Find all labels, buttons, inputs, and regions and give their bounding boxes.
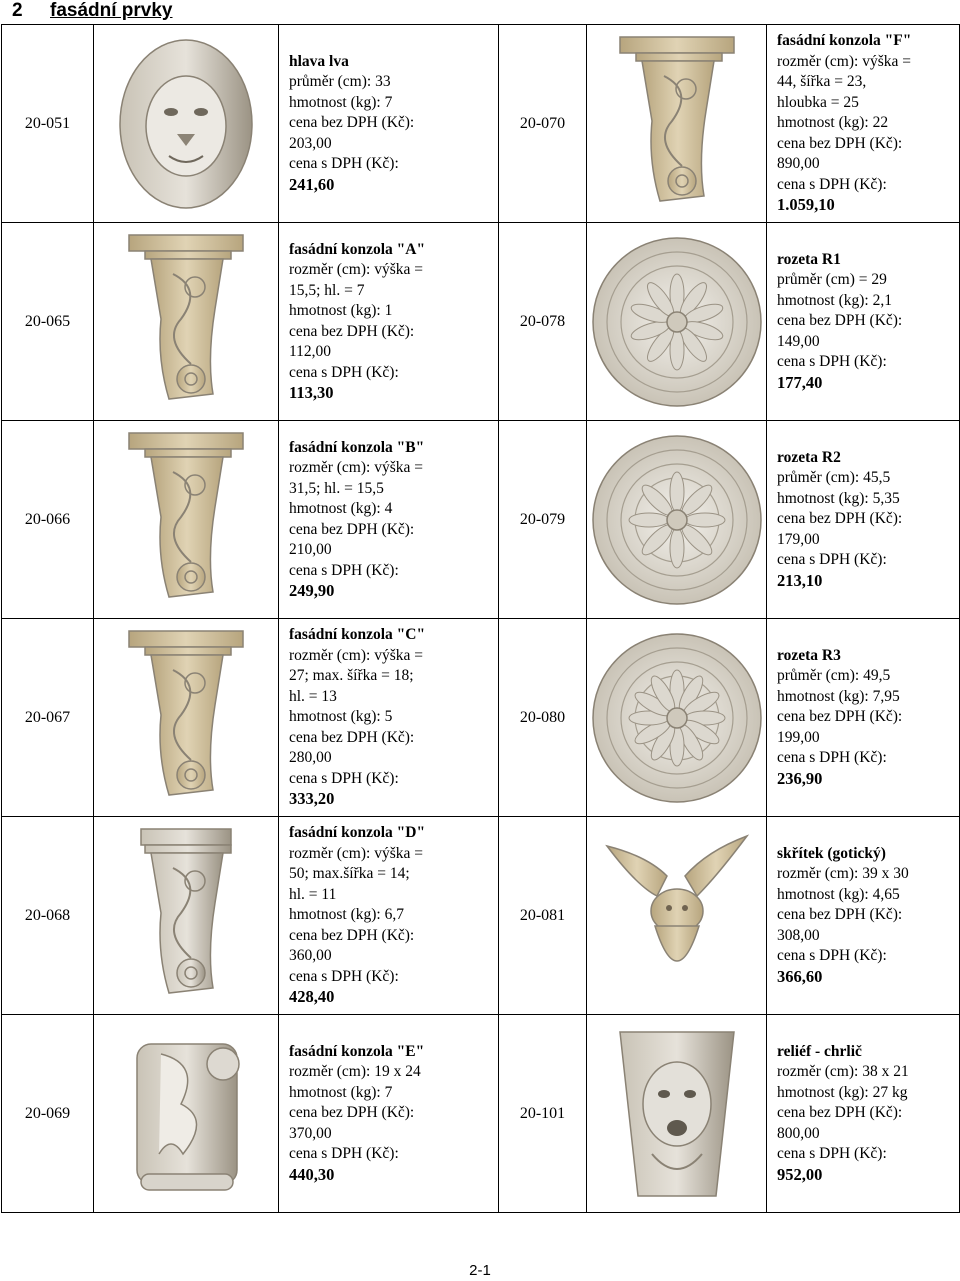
product-detail-line: rozměr (cm): výška = [289, 459, 423, 476]
product-code: 20-078 [499, 223, 587, 421]
price-with-vat: 236,90 [777, 768, 823, 788]
product-name: fasádní konzola "A" [289, 240, 426, 258]
product-detail-line: cena s DPH (Kč): [777, 353, 887, 371]
product-code: 20-081 [499, 817, 587, 1015]
product-code: 20-051 [2, 25, 94, 223]
product-detail-line: rozměr (cm): 19 x 24 [289, 1063, 421, 1081]
product-detail-line: průměr (cm): 49,5 [777, 667, 891, 685]
product-description [767, 421, 960, 619]
price-with-vat: 1.059,10 [777, 195, 835, 215]
product-detail-line: hl. = 11 [289, 885, 337, 903]
product-detail-line: cena bez DPH (Kč): [289, 520, 415, 538]
lion-head-icon [94, 25, 279, 223]
product-detail-line: cena bez DPH (Kč): [289, 322, 415, 340]
product-detail-line: hmotnost (kg): 5 [289, 708, 393, 726]
product-name: fasádní konzola "D" [289, 824, 426, 842]
product-detail-line: hmotnost (kg): 7 [289, 1083, 393, 1101]
product-detail-line: cena bez DPH (Kč): [289, 728, 415, 746]
product-description [279, 421, 499, 619]
product-detail-line: 308,00 [777, 926, 820, 944]
product-detail-line: 112,00 [289, 343, 332, 360]
product-detail-line: rozměr (cm): výška = [289, 844, 423, 862]
product-name: fasádní konzola "C" [289, 626, 426, 644]
price-with-vat: 249,90 [289, 581, 335, 600]
product-name: reliéf - chrlič [777, 1042, 862, 1060]
rosette-r3-icon [587, 619, 767, 817]
product-description [767, 619, 960, 817]
corbel-a-icon [94, 223, 279, 421]
product-description [279, 223, 499, 421]
product-detail-line: cena s DPH (Kč): [289, 363, 399, 381]
product-detail-line: cena s DPH (Kč): [777, 551, 887, 569]
product-description [279, 817, 499, 1015]
product-detail-line: cena s DPH (Kč): [777, 947, 887, 965]
product-description [767, 223, 960, 421]
product-detail-line: 149,00 [777, 332, 820, 350]
table-row [2, 619, 960, 817]
table-row [2, 223, 960, 421]
price-with-vat: 440,30 [289, 1164, 335, 1184]
product-detail-line: 370,00 [289, 1124, 332, 1142]
corbel-c-icon [94, 619, 279, 817]
product-description [279, 619, 499, 817]
product-code: 20-101 [499, 1015, 587, 1213]
product-detail-line: hmotnost (kg): 7,95 [777, 687, 900, 705]
product-detail-line: 44, šířka = 23, [777, 73, 867, 91]
gargoyle-icon [587, 817, 767, 1015]
product-code: 20-065 [2, 223, 94, 421]
table-row [2, 817, 960, 1015]
product-description [767, 817, 960, 1015]
product-detail-line: cena bez DPH (Kč): [777, 1104, 903, 1122]
product-description [767, 25, 960, 223]
product-detail-line: hmotnost (kg): 4,65 [777, 885, 900, 903]
product-name: rozeta R1 [777, 250, 841, 268]
product-detail-line: 27; max. šířka = 18; [289, 667, 414, 685]
corbel-b-icon [94, 421, 279, 619]
product-code: 20-079 [499, 421, 587, 619]
section-title: fasádní prvky [50, 0, 173, 21]
product-detail-line: 360,00 [289, 947, 332, 965]
product-detail-line: cena bez DPH (Kč): [777, 906, 903, 924]
product-detail-line: hmotnost (kg): 27 kg [777, 1083, 908, 1101]
price-with-vat: 366,60 [777, 966, 823, 986]
product-code: 20-069 [2, 1015, 94, 1213]
product-detail-line: rozměr (cm): 39 x 30 [777, 865, 909, 883]
corbel-f-icon [587, 25, 767, 223]
price-with-vat: 213,10 [777, 570, 823, 590]
price-with-vat: 113,30 [289, 383, 334, 402]
product-detail-line: cena s DPH (Kč): [289, 155, 399, 173]
section-heading [12, 0, 173, 22]
product-detail-line: cena s DPH (Kč): [289, 967, 399, 985]
product-description [279, 1015, 499, 1213]
section-number: 2 [12, 0, 23, 21]
product-detail-line: 203,00 [289, 134, 332, 152]
product-name: hlava lva [289, 52, 349, 70]
product-detail-line: hmotnost (kg): 6,7 [289, 906, 404, 924]
product-detail-line: 15,5; hl. = 7 [289, 281, 365, 299]
rosette-r2-icon [587, 421, 767, 619]
product-detail-line: cena s DPH (Kč): [289, 561, 399, 579]
product-detail-line: rozměr (cm): výška = [777, 52, 911, 70]
product-detail-line: rozměr (cm): 38 x 21 [777, 1063, 909, 1081]
product-detail-line: průměr (cm) = 29 [777, 271, 887, 289]
product-name: rozeta R2 [777, 448, 841, 466]
product-code: 20-070 [499, 25, 587, 223]
product-code: 20-066 [2, 421, 94, 619]
product-detail-line: hmotnost (kg): 7 [289, 93, 393, 111]
corbel-e-icon [94, 1015, 279, 1213]
product-detail-line: 800,00 [777, 1124, 820, 1142]
product-name: rozeta R3 [777, 646, 841, 664]
product-detail-line: hmotnost (kg): 22 [777, 114, 889, 132]
product-name: fasádní konzola "B" [289, 438, 425, 456]
rosette-r1-icon [587, 223, 767, 421]
product-detail-line: cena bez DPH (Kč): [777, 312, 903, 330]
product-detail-line: cena s DPH (Kč): [777, 1145, 887, 1163]
product-detail-line: cena s DPH (Kč): [289, 769, 399, 787]
product-description [279, 25, 499, 223]
table-row [2, 25, 960, 223]
page-number: 2-1 [469, 1262, 491, 1279]
product-detail-line: cena bez DPH (Kč): [777, 134, 903, 152]
product-code: 20-068 [2, 817, 94, 1015]
product-detail-line: hloubka = 25 [777, 93, 859, 111]
price-with-vat: 241,60 [289, 174, 335, 194]
product-detail-line: 179,00 [777, 530, 820, 548]
product-description [767, 1015, 960, 1213]
product-detail-line: hmotnost (kg): 2,1 [777, 291, 892, 309]
product-detail-line: 50; max.šířka = 14; [289, 865, 410, 883]
product-code: 20-067 [2, 619, 94, 817]
product-code: 20-080 [499, 619, 587, 817]
product-name: skřítek (gotický) [777, 844, 886, 862]
product-detail-line: hl. = 13 [289, 687, 337, 705]
product-detail-line: cena bez DPH (Kč): [289, 114, 415, 132]
price-with-vat: 333,20 [289, 789, 335, 809]
relief-face-icon [587, 1015, 767, 1213]
product-name: fasádní konzola "F" [777, 32, 912, 50]
product-detail-line: 199,00 [777, 728, 820, 746]
table-row [2, 421, 960, 619]
product-detail-line: hmotnost (kg): 1 [289, 302, 393, 319]
product-detail-line: 890,00 [777, 155, 820, 173]
product-detail-line: rozměr (cm): výška = [289, 261, 423, 278]
product-detail-line: cena bez DPH (Kč): [289, 1104, 415, 1122]
product-detail-line: hmotnost (kg): 5,35 [777, 489, 900, 507]
price-with-vat: 952,00 [777, 1164, 823, 1184]
table-row [2, 1015, 960, 1213]
product-detail-line: cena bez DPH (Kč): [777, 510, 903, 528]
product-detail-line: cena s DPH (Kč): [777, 749, 887, 767]
price-with-vat: 428,40 [289, 987, 335, 1007]
product-detail-line: 280,00 [289, 749, 332, 767]
product-detail-line: rozměr (cm): výška = [289, 646, 423, 664]
product-table [1, 24, 960, 1213]
price-with-vat: 177,40 [777, 372, 823, 392]
product-detail-line: cena s DPH (Kč): [289, 1145, 399, 1163]
product-detail-line: cena bez DPH (Kč): [289, 926, 415, 944]
product-detail-line: cena s DPH (Kč): [777, 175, 887, 193]
product-detail-line: 31,5; hl. = 15,5 [289, 479, 384, 497]
product-detail-line: cena bez DPH (Kč): [777, 708, 903, 726]
product-detail-line: 210,00 [289, 541, 332, 558]
corbel-d-icon [94, 817, 279, 1015]
product-detail-line: průměr (cm): 45,5 [777, 469, 891, 487]
product-name: fasádní konzola "E" [289, 1042, 425, 1060]
product-detail-line: průměr (cm): 33 [289, 73, 391, 91]
product-detail-line: hmotnost (kg): 4 [289, 500, 393, 517]
